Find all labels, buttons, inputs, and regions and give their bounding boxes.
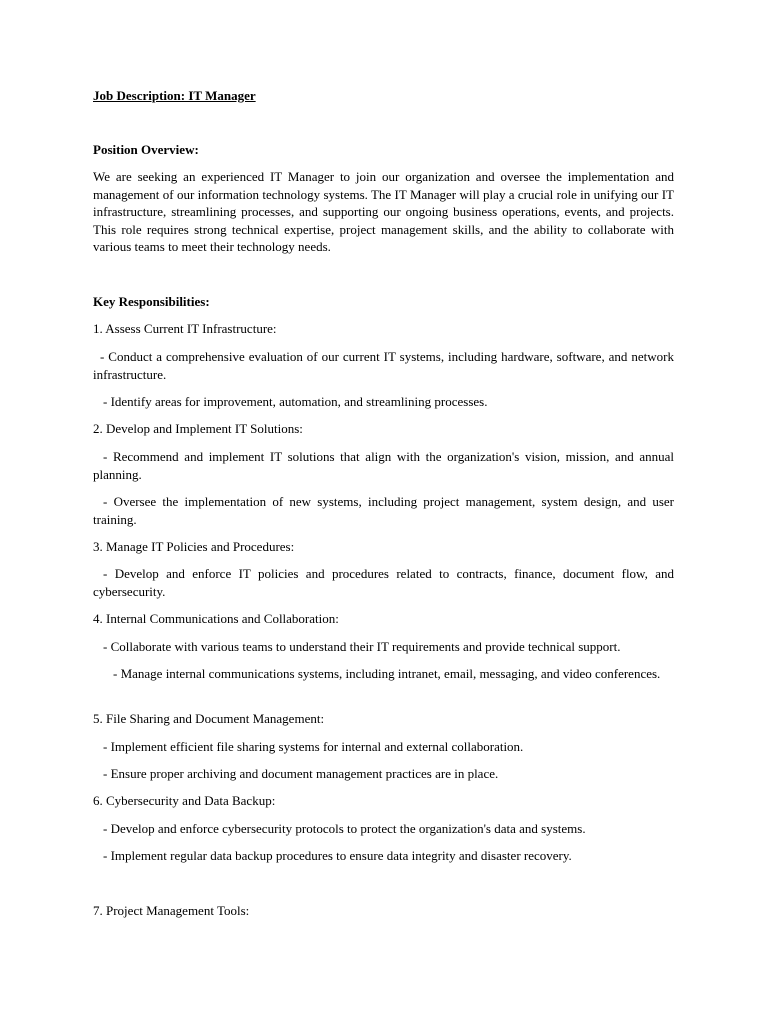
list-item: - Implement efficient file sharing systems for internal and external collaboration. [103,739,524,754]
section-heading: 3. Manage IT Policies and Procedures: [93,539,295,554]
section-heading: 2. Develop and Implement IT Solutions: [93,421,303,436]
list-item: - Develop and enforce IT policies and procedures related to contracts, finance, document flow, and cybersecurity. [93,566,674,599]
overview-heading: Position Overview: [93,142,199,157]
list-item: - Develop and enforce cybersecurity protocols to protect the organization's data and systems. [103,821,586,836]
section-heading: 4. Internal Communications and Collaboration: [93,611,339,626]
overview-paragraph: We are seeking an experienced IT Manager to join our organization and oversee the implementation and management of our information technology systems. The IT Manager will play a crucial role in unifying our IT infrastructure, streamlining processes, and supporting our ongoing business operations, events, and projects. This role requires strong technical expertise, project management skills, and the ability to collaborate with various teams to meet their technology needs. [93,169,674,255]
section-heading: 6. Cybersecurity and Data Backup: [93,793,276,808]
list-item: - Conduct a comprehensive evaluation of our current IT systems, including hardware, software, and network infrastructure. [93,349,674,382]
section-heading: 1. Assess Current IT Infrastructure: [93,321,277,336]
list-item: - Collaborate with various teams to understand their IT requirements and provide technical support. [103,639,621,654]
list-item: - Identify areas for improvement, automation, and streamlining processes. [103,394,488,409]
section-heading: 7. Project Management Tools: [93,903,250,918]
list-item: - Ensure proper archiving and document management practices are in place. [103,766,499,781]
document-title: Job Description: IT Manager [93,88,256,103]
responsibilities-heading: Key Responsibilities: [93,294,210,309]
list-item: - Oversee the implementation of new systems, including project management, system design, and user training. [93,494,674,527]
section-heading: 5. File Sharing and Document Management: [93,711,325,726]
list-item: - Manage internal communications systems, including intranet, email, messaging, and video conferences. [113,666,661,681]
list-item: - Implement regular data backup procedures to ensure data integrity and disaster recovery. [103,848,572,863]
list-item: - Recommend and implement IT solutions that align with the organization's vision, mission, and annual planning. [93,449,674,482]
